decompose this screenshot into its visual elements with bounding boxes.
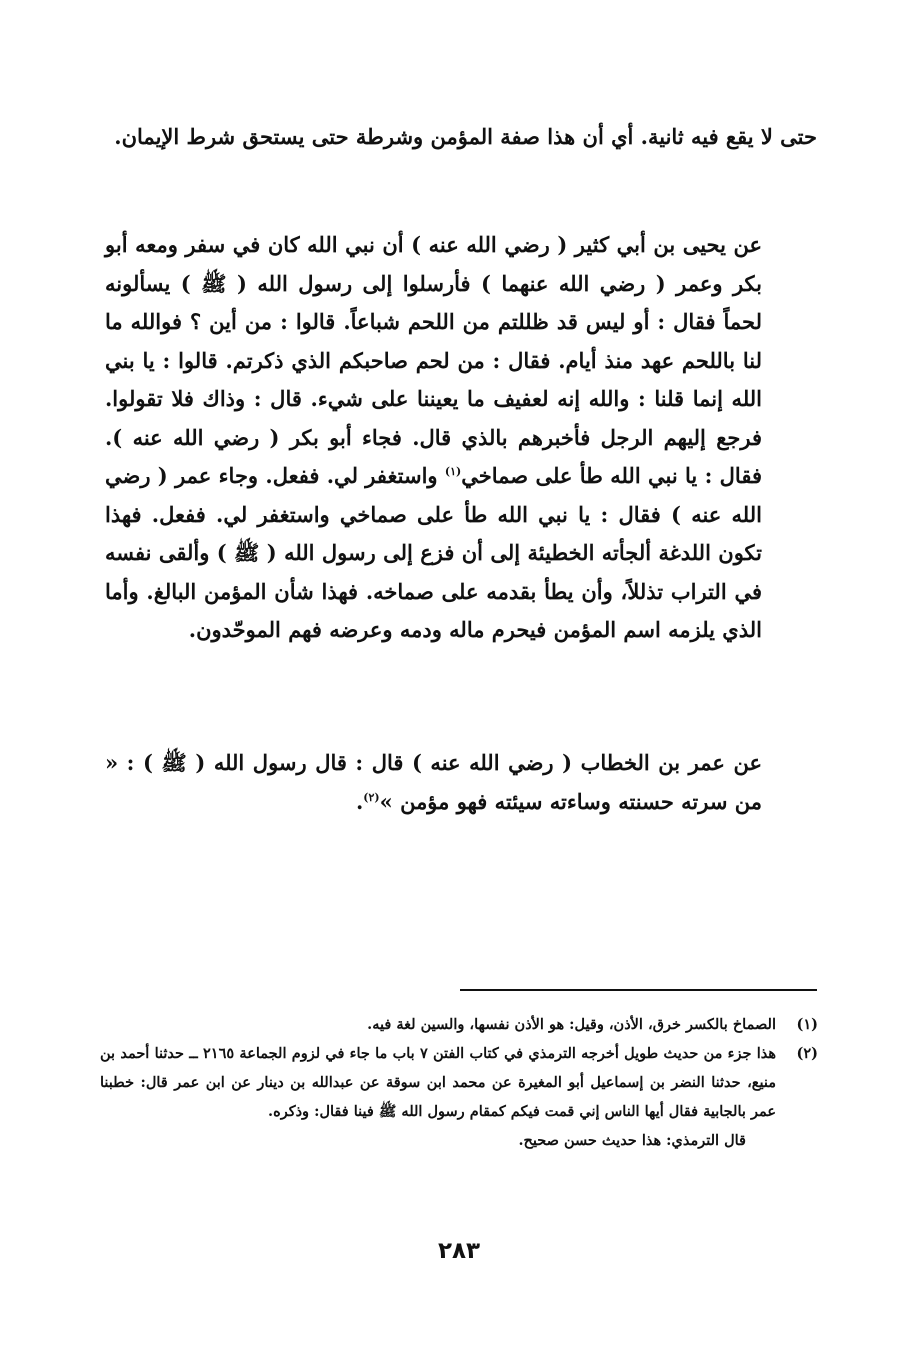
- paragraph-1: [105, 118, 817, 157]
- paragraph-3-text: [105, 744, 817, 821]
- footnote-2-text: هذا جزء من حديث طويل أخرجه الترمذي في كتاب الفتن ٧ باب ما جاء في لزوم الجماعة ٢١٦٥ ــ حدثنا أحمد بن منيع، حدثنا النضر بن إسماعيل أبو المغيرة عن محمد ابن سوقة عن عبدالله بن دينار عن ابن عمر قال: خطبنا عمر بالجابية فقال أيها الناس إني قمت فيكم كمقام رسول الله ﷺ فينا فقال: وذكره.: [100, 1045, 776, 1120]
- footnote-divider: [460, 989, 817, 991]
- paragraph-3-intro: عن عمر بن الخطاب ( رضي الله عنه ) قال : قال رسول الله ( ﷺ ) : « من سرته حسنته وساءته سيئته فهو مؤمن »: [105, 750, 762, 814]
- footnote-2-quote: قال الترمذي: هذا حديث حسن صحيح.: [518, 1132, 746, 1149]
- paragraph-3: [105, 744, 817, 821]
- footnote-ref-2[interactable]: (٢): [363, 790, 380, 804]
- footnotes-section: [100, 1010, 818, 1155]
- paragraph-2-text: [105, 226, 817, 650]
- page-number: ٢٨٣: [437, 1238, 481, 1264]
- paragraph-3-end: .: [355, 788, 364, 814]
- paragraph-2: [105, 226, 817, 650]
- footnote-1-number: (١): [796, 1016, 818, 1033]
- paragraph-1-text: حتى لا يقع فيه ثانية. أي أن هذا صفة المؤمن وشرطة حتى يستحق شرط الإيمان.: [114, 124, 817, 149]
- footnote-ref-1[interactable]: (١): [444, 465, 462, 478]
- footnote-1: [100, 1010, 818, 1039]
- paragraph-2-rest: واستغفر لي. ففعل. وجاء عمر ( رضي الله عنه ) فقال : يا نبي الله طأ على صماخي واستغفر لي. ففعل. فهذا تكون اللدغة ألجأته الخطيئة إلى أن فزع إلى رسول الله ( ﷺ ) وألقى نفسه في التراب تذللاً، وأن يطأ بقدمه على صماخه. فهذا شأن المؤمن البالغ. وأما الذي يلزمه اسم المؤمن فيحرم ماله ودمه وعرضه فهم الموحّدون.: [105, 463, 762, 642]
- paragraph-2-intro: عن يحيى بن أبي كثير ( رضي الله عنه ) أن نبي الله كان في سفر ومعه أبو بكر وعمر ( رضي الله عنهما ) فأرسلوا إلى رسول الله ( ﷺ ) يسألونه لحماً فقال : أو ليس قد ظللتم من اللحم شباعاً. قالوا : من أين ؟ فوالله ما لنا باللحم عهد منذ أيام. فقال : من لحم صاحبكم الذي ذكرتم. قالوا : يا بني الله إنما قلنا : والله إنه لعفيف ما يعيننا على شيء. قال : وذاك فلا تقولوا. فرجع إليهم الرجل فأخبرهم بالذي قال. فجاء أبو بكر ( رضي الله عنه ). فقال : يا نبي الله طأ على صماخي: [105, 232, 762, 488]
- footnote-1-text: الصماخ بالكسر خرق، الأذن، وقيل: هو الأذن نفسها، والسين لغة فيه.: [367, 1016, 776, 1033]
- footnote-2: [100, 1039, 818, 1126]
- footnote-2-number: (٢): [796, 1045, 818, 1062]
